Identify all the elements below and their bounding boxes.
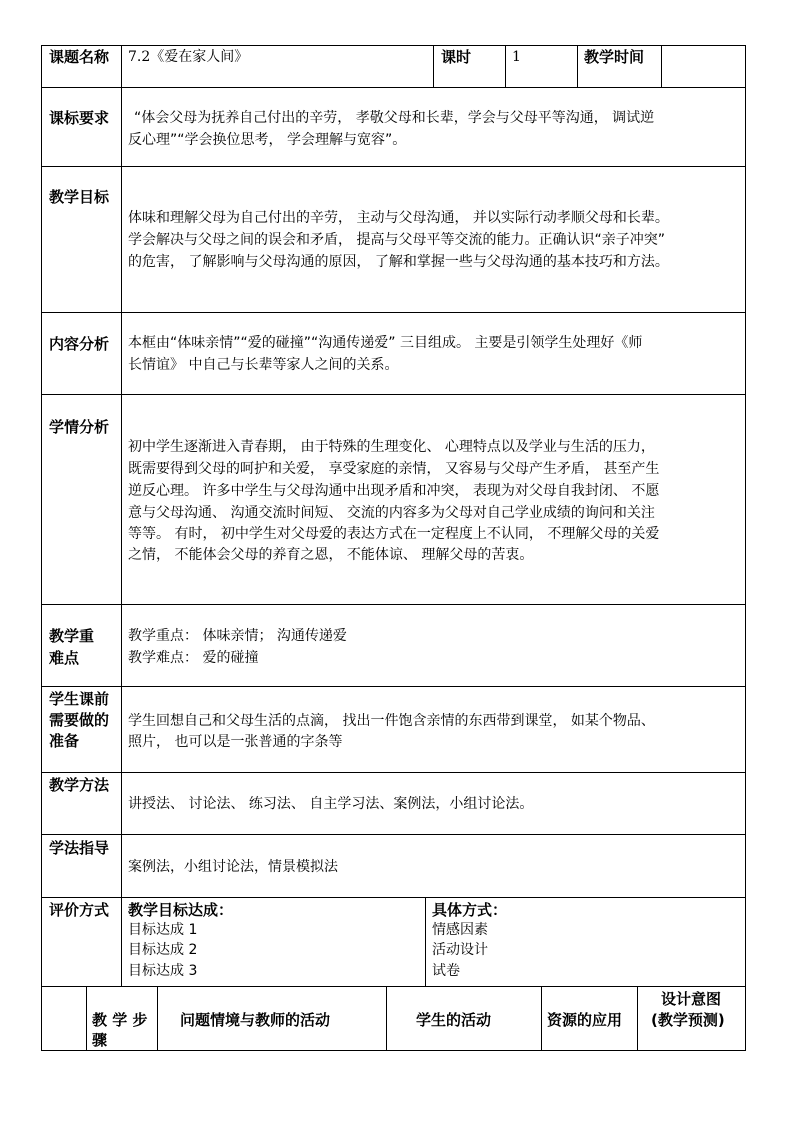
rule (41, 45, 42, 1051)
rule (577, 45, 578, 87)
preparation-label: 学生课前 (49, 690, 110, 708)
rule (41, 772, 746, 773)
learners-line: 既需要得到父母的呵护和关爱， 享受家庭的亲情， 又容易与父母产生矛盾， 甚至产生 (128, 461, 660, 477)
evaluation-method-item: 情感因素 (432, 922, 488, 938)
rule (41, 394, 746, 395)
rule (41, 986, 746, 987)
content-line: 本框由“体味亲情”“爱的碰撞”“沟通传递爱” 三目组成。 主要是引领学生处理好《师 (128, 335, 643, 351)
preparation-label: 需要做的 (49, 711, 110, 729)
goals-label: 教学目标 (49, 188, 110, 206)
rule (433, 45, 434, 87)
rule (386, 986, 387, 1050)
method-text: 讲授法、 讨论法、 练习法、 自主学习法、案例法，小组讨论法。 (128, 796, 534, 812)
rule (41, 686, 746, 687)
goals-line: 体味和理解父母为自己付出的辛劳， 主动与父母沟通， 并以实际行动孝顺父母和长辈。 (128, 210, 669, 226)
student-activity-header: 学生的活动 (416, 1011, 492, 1029)
design-intent-header: 设计意图 (661, 990, 722, 1008)
key-points-label: 教学重 (49, 627, 95, 645)
learners-line: 意与父母沟通、 沟通交流时间短、 交流的内容多为父母对自己学业成绩的询问和关注 (128, 505, 655, 521)
rule (41, 45, 746, 46)
steps-header: 骤 (92, 1031, 108, 1049)
rule (661, 45, 662, 87)
standard-line: 反心理”“学会换位思考， 学会理解与宽容”。 (128, 132, 407, 148)
rule (157, 986, 158, 1050)
title-label: 课题名称 (49, 48, 110, 66)
design-intent-header: (教学预测) (651, 1011, 725, 1029)
rule (41, 1050, 746, 1051)
method-label: 教学方法 (49, 776, 110, 794)
evaluation-method-item: 试卷 (432, 963, 460, 979)
rule (121, 45, 122, 987)
learners-label: 学情分析 (49, 418, 110, 436)
rule (425, 897, 426, 986)
key-point-line: 教学重点： 体味亲情； 沟通传递爱 (128, 628, 347, 644)
evaluation-goal-item: 目标达成 1 (128, 922, 198, 938)
period-label: 课时 (441, 48, 472, 66)
evaluation-goal-item: 目标达成 2 (128, 942, 198, 958)
guidance-label: 学法指导 (49, 839, 110, 857)
rule (86, 986, 87, 1050)
learners-line: 逆反心理。 许多中学生与父母沟通中出现矛盾和冲突， 表现为对父母自我封闭、 不愿 (128, 483, 660, 499)
goals-line: 的危害， 了解影响与父母沟通的原因， 了解和掌握一些与父母沟通的基本技巧和方法。 (128, 254, 669, 270)
rule (637, 986, 638, 1050)
rule (505, 45, 506, 87)
evaluation-method-heading: 具体方式： (432, 901, 508, 919)
learners-line: 之情， 不能体会父母的养育之恩， 不能体谅、 理解父母的苦衷。 (128, 547, 534, 563)
rule (41, 87, 746, 88)
rule (41, 834, 746, 835)
teacher-activity-header: 问题情境与教师的活动 (180, 1011, 331, 1029)
evaluation-label: 评价方式 (49, 901, 110, 919)
title-value: 7.2《爱在家人间》 (128, 49, 249, 65)
preparation-line: 照片， 也可以是一张普通的字条等 (128, 734, 343, 750)
steps-header: 教 学 步 (92, 1011, 148, 1029)
rule (41, 604, 746, 605)
learners-line: 初中学生逐渐进入青春期， 由于特殊的生理变化、 心理特点以及学业与生活的压力， (128, 439, 655, 455)
rule (541, 986, 542, 1050)
key-points-label: 难点 (49, 649, 80, 667)
rule (41, 897, 746, 898)
content-label: 内容分析 (49, 335, 110, 353)
preparation-label: 准备 (49, 732, 80, 750)
rule (41, 312, 746, 313)
guidance-text: 案例法，小组讨论法，情景模拟法 (128, 859, 338, 875)
rule (745, 45, 746, 1051)
key-point-line: 教学难点： 爱的碰撞 (128, 650, 259, 666)
time-label: 教学时间 (584, 48, 645, 66)
period-value: 1 (512, 49, 521, 65)
learners-line: 等等。 有时， 初中学生对父母爱的表达方式在一定程度上不认同， 不理解父母的关爱 (128, 526, 660, 542)
standard-line: “体会父母为抚养自己付出的辛劳， 孝敬父母和长辈，学会与父母平等沟通， 调试逆 (134, 110, 655, 126)
evaluation-goal-item: 目标达成 3 (128, 963, 198, 979)
preparation-line: 学生回想自己和父母生活的点滴， 找出一件饱含亲情的东西带到课堂， 如某个物品、 (128, 713, 655, 729)
rule (41, 166, 746, 167)
standard-label: 课标要求 (49, 109, 110, 127)
content-line: 长情谊》 中自己与长辈等家人之间的关系。 (128, 357, 399, 373)
evaluation-goal-heading: 教学目标达成： (128, 901, 234, 919)
goals-line: 学会解决与父母之间的误会和矛盾， 提高与父母平等交流的能力。正确认识“亲子冲突” (128, 232, 665, 248)
resources-header: 资源的应用 (547, 1011, 623, 1029)
evaluation-method-item: 活动设计 (432, 942, 488, 958)
